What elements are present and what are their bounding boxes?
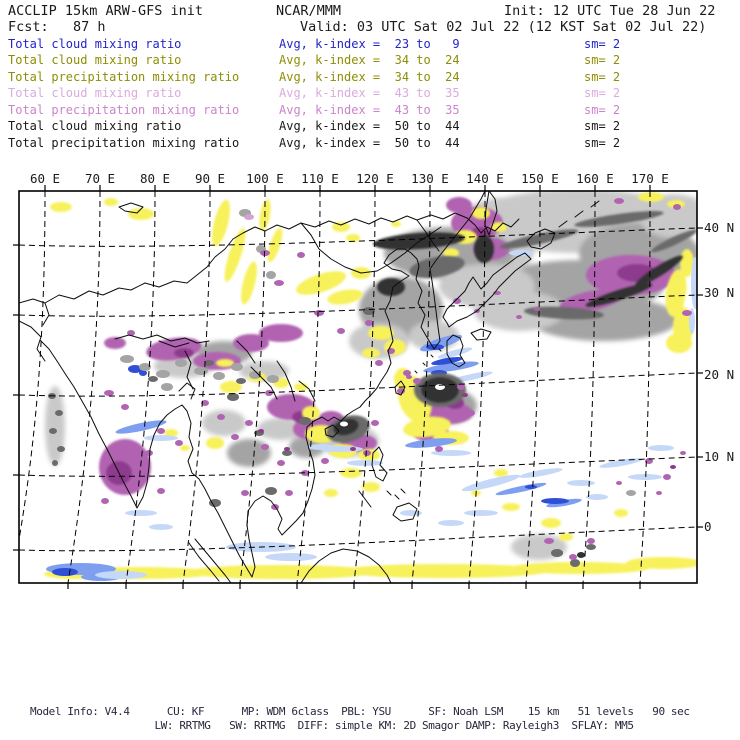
legend-row-stat: Avg, k-index = 50 to 44: [279, 136, 460, 150]
lon-tick-label: 170 E: [631, 171, 669, 186]
lat-tick-label: 10 N: [704, 449, 735, 464]
legend-row-sm: sm= 2: [584, 119, 621, 133]
legend-row-stat: Avg, k-index = 43 to 35: [279, 103, 460, 117]
lon-tick-label: 90 E: [194, 171, 226, 186]
legend-row-label: Total cloud mixing ratio: [8, 119, 182, 133]
legend-row-sm: sm= 2: [584, 103, 621, 117]
lon-tick-label: 60 E: [29, 171, 61, 186]
lon-tick-label: 150 E: [521, 171, 559, 186]
legend-row-stat: Avg, k-index = 34 to 24: [279, 53, 460, 67]
valid-time: Valid: 03 UTC Sat 02 Jul 22 (12 KST Sat 02 Jul 22): [300, 19, 707, 35]
lat-tick-label: 30 N: [704, 285, 735, 300]
legend-row-sm: sm= 2: [584, 53, 621, 67]
legend-row-label: Total precipitation mixing ratio: [8, 70, 240, 84]
legend-row-label: Total cloud mixing ratio: [8, 37, 182, 51]
fcst-hour: Fcst: 87 h: [8, 19, 106, 35]
model-info-line2: LW: RRTMG SW: RRTMG DIFF: simple KM: 2D Smagor DAMP: Rayleigh3 SFLAY: MM5: [30, 719, 634, 732]
legend-row-label: Total cloud mixing ratio: [8, 53, 182, 67]
map-canvas: [13, 185, 705, 589]
forecast-map: [13, 185, 705, 589]
lon-tick-label: 130 E: [411, 171, 449, 186]
lon-tick-label: 120 E: [356, 171, 394, 186]
legend-row-sm: sm= 2: [584, 70, 621, 84]
legend-row-label: Total cloud mixing ratio: [8, 86, 182, 100]
legend-row-label: Total precipitation mixing ratio: [8, 136, 240, 150]
legend-row-label: Total precipitation mixing ratio: [8, 103, 240, 117]
lon-tick-label: 110 E: [301, 171, 339, 186]
lon-tick-label: 80 E: [139, 171, 171, 186]
org-label: NCAR/MMM: [276, 3, 342, 19]
legend-row-stat: Avg, k-index = 23 to 9: [279, 37, 460, 51]
lon-tick-label: 140 E: [466, 171, 504, 186]
lat-tick-label: 0: [704, 519, 712, 534]
lat-tick-label: 40 N: [704, 220, 735, 235]
legend-row-sm: sm= 2: [584, 136, 621, 150]
legend-row-sm: sm= 2: [584, 37, 621, 51]
lon-tick-label: 160 E: [576, 171, 614, 186]
legend-row-stat: Avg, k-index = 34 to 24: [279, 70, 460, 84]
lat-tick-label: 20 N: [704, 367, 735, 382]
lon-tick-label: 100 E: [246, 171, 284, 186]
legend-row-stat: Avg, k-index = 50 to 44: [279, 119, 460, 133]
lon-tick-label: 70 E: [84, 171, 116, 186]
init-time: Init: 12 UTC Tue 28 Jun 22: [504, 3, 716, 19]
model-title: ACCLIP 15km ARW-GFS init: [8, 3, 204, 19]
legend-row-stat: Avg, k-index = 43 to 35: [279, 86, 460, 100]
legend-row-sm: sm= 2: [584, 86, 621, 100]
model-info-line1: Model Info: V4.4 CU: KF MP: WDM 6class PBL: YSU SF: Noah LSM 15 km 51 levels 90 sec: [30, 705, 690, 718]
